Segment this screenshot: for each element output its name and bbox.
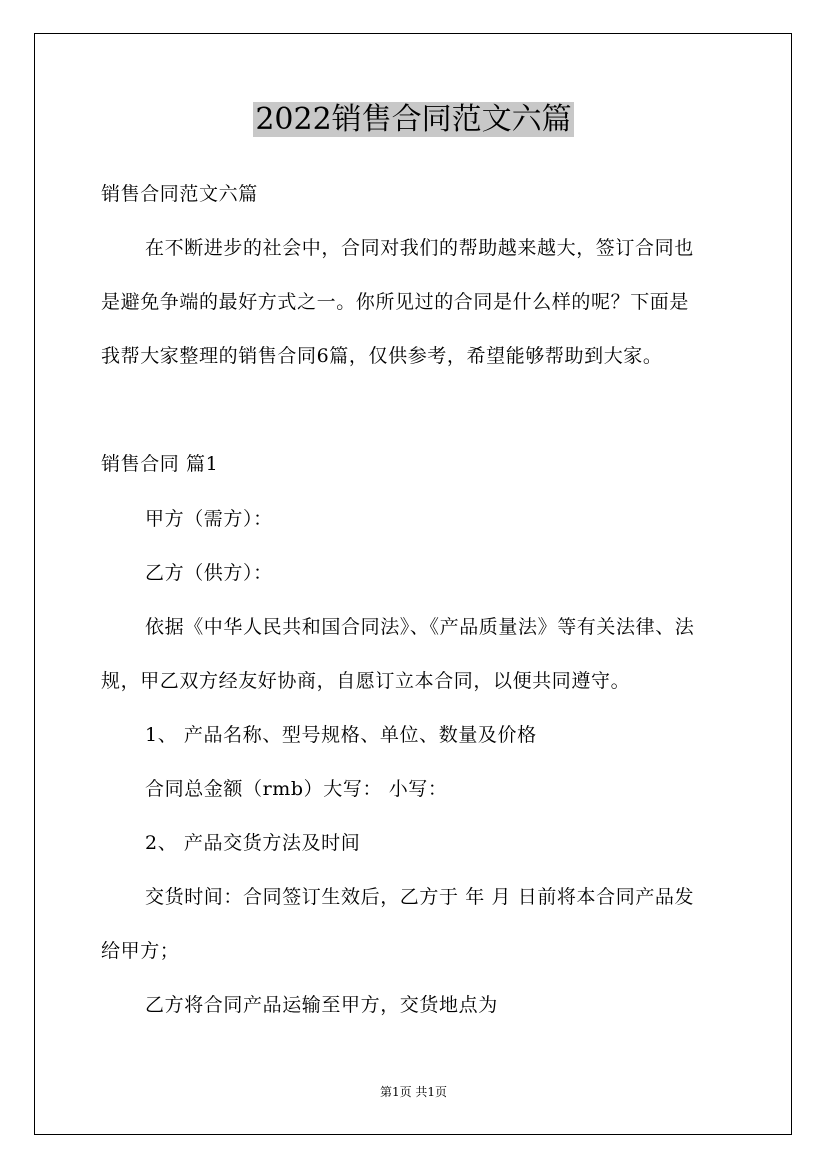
- party-a-line: 甲方（需方）：: [145, 508, 273, 530]
- party-b-line: 乙方（供方）：: [145, 562, 273, 584]
- paragraph-line: 在不断进步的社会中，合同对我们的帮助越来越大，签订合同也: [145, 237, 694, 259]
- paragraph-line: 交货时间：合同签订生效后，乙方于 年 月 日前将本合同产品发: [145, 886, 695, 908]
- paragraph-line: 依据《中华人民共和国合同法》、《产品质量法》等有关法律、法: [145, 616, 695, 638]
- paragraph-line: 给甲方；: [101, 940, 180, 962]
- paragraph-line: 乙方将合同产品运输至甲方，交货地点为: [145, 994, 498, 1016]
- paragraph-line: 我帮大家整理的销售合同6篇，仅供参考，希望能够帮助到大家。: [101, 345, 663, 367]
- paragraph-line: 规，甲乙双方经友好协商，自愿订立本合同，以便共同遵守。: [101, 670, 631, 692]
- subtitle-line: 销售合同范文六篇: [101, 183, 258, 205]
- clause-heading: 2、 产品交货方法及时间: [145, 832, 361, 854]
- clause-heading: 1、 产品名称、型号规格、单位、数量及价格: [145, 724, 537, 746]
- paragraph-line: 合同总金额（rmb）大写： 小写：: [145, 778, 448, 800]
- section-heading: 销售合同 篇1: [101, 453, 219, 475]
- document-title: 2022销售合同范文六篇: [255, 102, 572, 137]
- page-footer: 第1页 共1页: [379, 1085, 448, 1099]
- paragraph-line: 是避免争端的最好方式之一。你所见过的合同是什么样的呢？下面是: [101, 291, 690, 313]
